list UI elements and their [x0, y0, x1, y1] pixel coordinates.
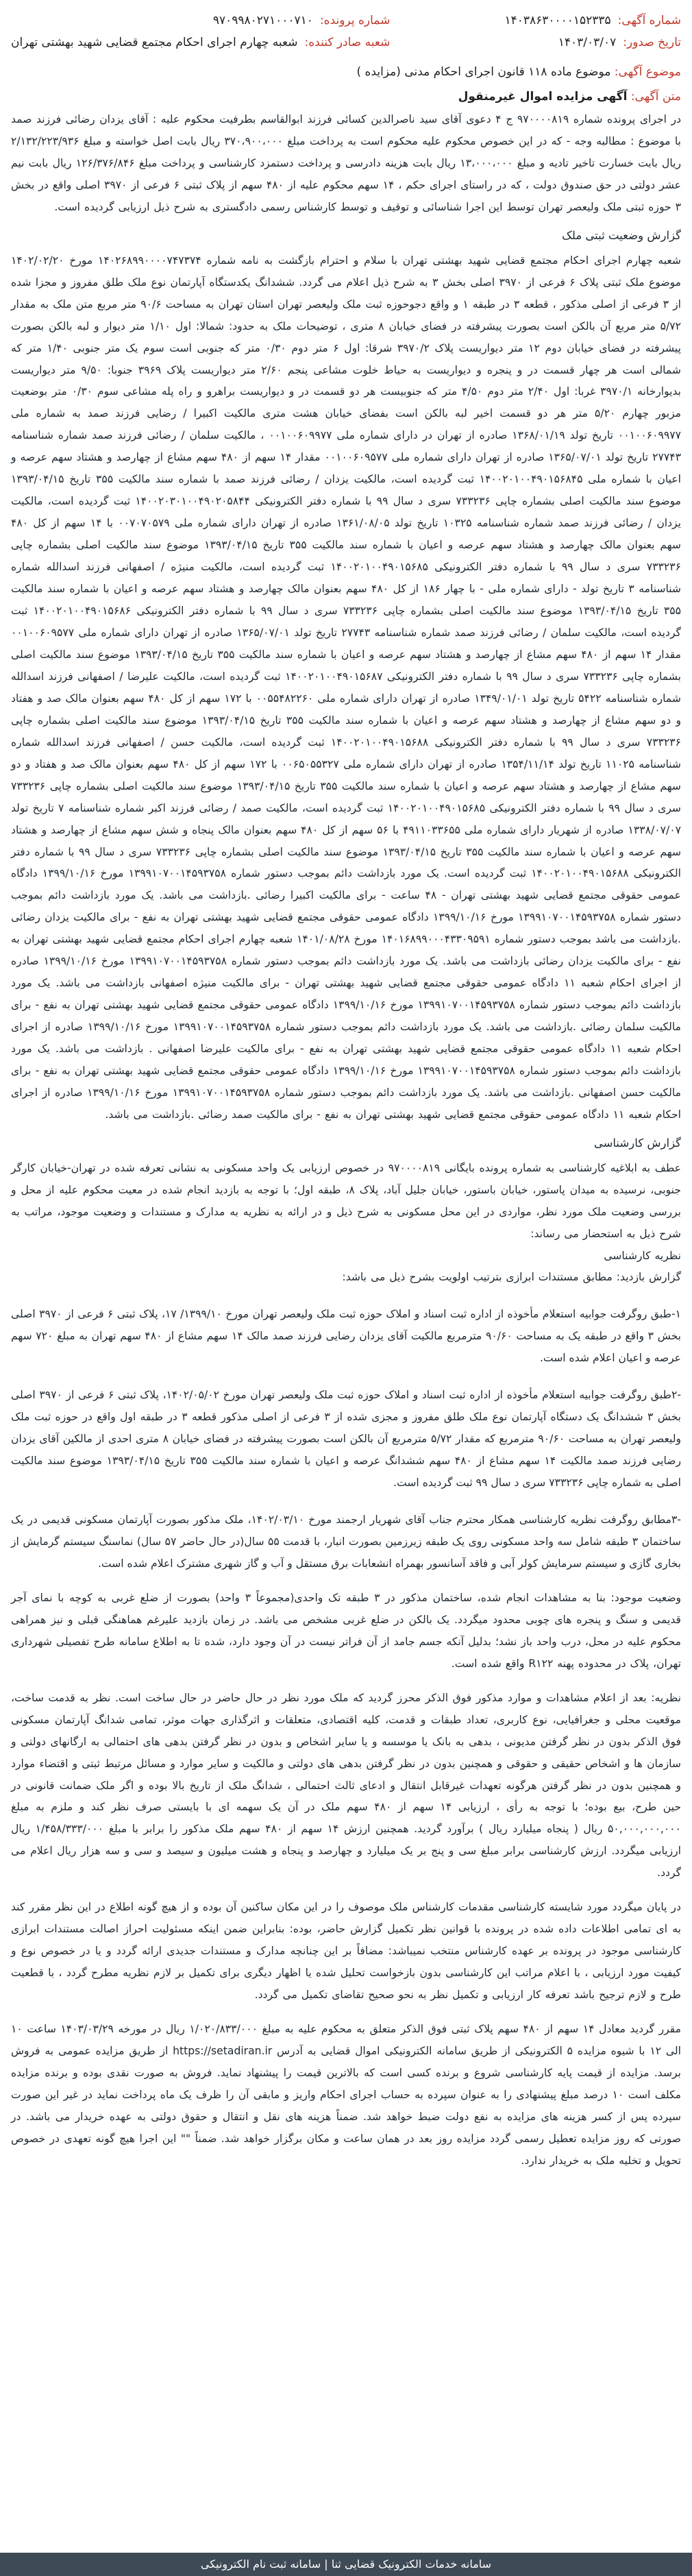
site-footer[interactable]: سامانه خدمات الکترونیک قضایی ثنا | سامانه ثبت نام الکترونیکی	[0, 2553, 692, 2576]
header-right-column	[504, 10, 681, 54]
header-left-column	[11, 10, 390, 54]
spacer	[8, 1575, 684, 1588]
expert-report-heading: گزارش کارشناسی	[593, 1136, 681, 1150]
issuer-row	[11, 32, 390, 53]
expert-report-intro: عطف به ابلاغیه کارشناسی به شماره پرونده بایگانی ۹۷۰۰۰۰۸۱۹ در خصوص ارزیابی یک واحد مسکونی به نشانی تعرفه شده در تهران-خیابان کارگر جنوبی، نرسیده به میدان پاستور، خیابان باستور، خیابان جلیل آباد، پلاک ۸، طبقه اول؛ با توجه به بازدید انجام شده در معیت محکوم علیه از محل و بررسی وضعیت ملک مورد نظر، مواردی در این محل مسکونی به شرح ذیل و در ارائه به نظریه به مدارک و مستندات و وضعیت موجود، مراتب به شرح ذیل به استحضار می رساند:	[11, 1161, 682, 1240]
current-condition-paragraph: وضعیت موجود: بنا به مشاهدات انجام شده، ساختمان مذکور در ۳ طبقه تک واحدی(مجموعاً ۳ واحد) بصورت از ضلع غربی به کوچه با نمای آجر قدیمی و سنگ و پنجره های چوبی محدود میگردد. یک بالکن در ضلع غربی مشخص می باشد. در زمان بازدید علیرغم هماهنگی قبلی و نیز همراهی محکوم علیه در محل، درب واحد باز نشد؛ بدلیل آنکه جسم جامد از آن فراتر نیست در آن وجود دارد، شده تا به اطلاع سامانه طرح تفصیلی شهرداری تهران، پلاک در محدوده پهنه R۱۲۲ واقع شده است.	[11, 1591, 681, 1670]
evidence-item-3: -۳مطابق روگرفت نظریه کارشناسی همکار محترم جناب آقای شهریار ارجمند مورخ ۱۴۰۲/۰۳/۱۰، ملک مذکور بصورت آپارتمان مسکونی قدیمی در یک ساختمان ۳ طبقه شامل سه واحد مسکونی روی یک طبقه زیرزمین بصورت انبار، با قدمت ۵۵ سال(در حال حاضر ۵۷ سال) نماسنگ سیستم گرمایش از بخاری گازی و سیستم سرمایش کولر آبی و فاقد آسانسور بهمراه انشعابات برق مستقل و آب و گاز شهری مشترک اعلام شده است.	[11, 1514, 681, 1570]
subject-value: موضوع ماده ۱۱۸ قانون اجرای احکام مدنی (مزایده )	[356, 64, 611, 79]
issue-date-label: تاریخ صدور:	[623, 36, 681, 50]
issue-date-row	[504, 32, 681, 53]
case-number-row	[11, 10, 390, 32]
spacer	[8, 1884, 684, 1897]
registry-status-paragraph: شعبه چهارم اجرای احکام مجتمع قضایی شهید بهشتی تهران با سلام و احترام بازگشت به نامه شماره ۱۴۰۲۶۸۹۹۰۰۰۰۷۴۷۳۷۴ مورخ ۱۴۰۲/۰۲/۲۰ موضوع ملک ثبتی پلاک ۶ فرعی از ۳۹۷۰ اصلی بخش ۳ به شرح ذیل اعلام می گردد. ششدانگ یکدستگاه آپارتمان نوع ملک طلق مفروز و مجزا شده از ۳ فرعی از اصلی مذکور ، قطعه ۳ در طبقه ۱ و واقع دجوحوزه ثبت ملک ولیعصر تهران استان تهران به مساحت ۹۰/۶ متر مربع متن ملک به مقدار ۵/۷۲ متر مربع آن بالکن است بصورت پیشرفته در فضای خیابان ۸ متری ، توضیحات ملک به حدود: شمالا: اول ۱/۱۰ متر دیوار و لبه بالکن بصورت پیشرفته در فضای خیابان دوم ۱۲ متر دیواریست پلاک ۳۹۷۰/۲ شرقا: اول ۶ متر دوم ۰/۳۰ متر که جنوبی است سوم یک متر جنوبی ۱/۴۰ متر که شمالی است هر چهار قسمت در و پنجره و دیواریست به حیاط خلوت مشاعی پنجم ۲/۶۰ متر دیواریست پلاک ۳۹۶۹ جنوبا: ۹/۵۰ متر دیواریست بدیوارخانه ۳۹۷۰/۱ غربا: اول ۲/۴۰ متر دوم ۴/۵۰ متر که جنوبیست هر دو قسمت در و دیواریست براهرو و راه پله مشاعی سوم ۰/۳۰ متر بوضعیت مزبور چهارم ۵/۲۰ متر هر دو قسمت اخیر لبه بالکن است بفضای خیابان هشت متری مالکیت اکبیرا / رضایی فرزند صمد به شماره ملی ۰۰۱۰۰۶۰۹۹۷۷ تاریخ تولد ۱۳۶۸/۰۱/۱۹ صادره از تهران در دارای شماره ملی ۰۰۱۰۰۶۰۹۹۷۷ ، مالکیت سلمان / رضائی فرزند صمد شماره شناسنامه ۲۷۷۴۳ تاریخ تولد ۱۳۶۵/۰۷/۰۱ صادره از تهران دارای شماره ملی ۰۰۱۰۰۶۰۹۵۷۷ مقدار ۱۴ سهم از ۴۸۰ سهم مشاع از چهارصد و هشتاد سهم عرصه و اعیان با شماره ملی ۱۴۰۰۲۰۱۰۰۴۹۰۱۵۶۸۴۵ ثبت گردیده است، مالکیت یزدان / رضائی فرزند صمد با شماره سند مالکیت ۳۵۵ تاریخ ۱۳۹۳/۰۴/۱۵ موضوع سند مالکیت اصلی بشماره چاپی ۷۳۳۲۳۶ سری د سال ۹۹ با شماره دفتر الکترونیکی ۱۴۰۰۲۰۳۰۱۰۰۴۹۰۲۰۵۸۴۴ ثبت گردیده است، مالکیت یزدان / رضائی فرزند صمد شماره شناسنامه ۱۰۳۲۵ تاریخ تولد ۱۳۶۱/۰۸/۰۵ صادره از تهران دارای شماره ملی ۰۰۷۰۷۰۵۷۹ با ۱۴ سهم از کل ۴۸۰ سهم بعنوان مالک چهارصد و هشتاد سهم عرصه و اعیان با شماره سند مالکیت ۳۵۵ تاریخ ۱۳۹۳/۰۴/۱۵ موضوع سند مالکیت اصلی بشماره چاپی ۷۳۳۲۳۶ سری د سال ۹۹ با شماره دفتر الکترونیکی ۱۴۰۰۲۰۱۰۰۴۹۰۱۵۶۸۵ ثبت گردیده است، مالکیت منیژه / اصفهانی فرزند اسدالله شماره شناسنامه ۳ تاریخ تولد - دارای شماره ملی - با چهار ۱۸۶ از کل ۴۸۰ سهم بعنوان مالک چهارصد و هشتاد سهم عرصه و اعیان با شماره سند مالکیت ۳۵۵ تاریخ ۱۳۹۳/۰۴/۱۵ موضوع سند مالکیت اصلی بشماره چاپی ۷۳۳۲۳۶ سری د سال ۹۹ با شماره دفتر الکترونیکی ۱۴۰۰۲۰۱۰۰۴۹۰۱۵۶۸۶ ثبت گردیده است، مالکیت سلمان / رضائی فرزند صمد شماره شناسنامه ۲۷۷۴۳ تاریخ تولد ۱۳۶۵/۰۷/۰۱ صادره از تهران دارای شماره ملی ۰۰۱۰۰۶۰۹۵۷۷ مقدار ۱۴ سهم از ۴۸۰ سهم مشاع از چهارصد و هشتاد سهم عرصه و اعیان با شماره سند مالکیت ۳۵۵ تاریخ ۱۳۹۳/۰۴/۱۵ موضوع سند مالکیت اصلی بشماره چاپی ۷۳۳۲۳۶ سری د سال ۹۹ با شماره دفتر الکترونیکی ۱۴۰۰۲۰۱۰۰۴۹۰۱۵۶۸۷ ثبت گردیده است، مالکیت علیرضا / اصفهانی فرزند اسدالله شماره شناسنامه ۵۴۲۲ تاریخ تولد ۱۳۴۹/۰۱/۰۱ صادره از تهران دارای شماره ملی ۰۰۵۵۴۸۲۲۶۰ با ۱۷۲ سهم از کل ۴۸۰ سهم بعنوان مالک صد و هفتاد و دو سهم مشاع از چهارصد و هشتاد سهم عرصه و اعیان با شماره سند مالکیت ۳۵۵ تاریخ ۱۳۹۳/۰۴/۱۵ موضوع سند مالکیت اصلی بشماره چاپی ۷۳۳۲۳۶ سری د سال ۹۹ با شماره دفتر الکترونیکی ۱۴۰۰۲۰۱۰۰۴۹۰۱۵۶۸۸ ثبت گردیده است، مالکیت حسن / اصفهانی فرزند اسدالله شماره شناسنامه ۱۱۰۲۵ تاریخ تولد ۱۳۵۴/۱۱/۱۴ صادره از تهران دارای شماره ملی ۰۰۶۵۰۵۵۳۲۷ با ۱۷۲ سهم از کل ۴۸۰ سهم بعنوان مالک صد و هفتاد و دو سهم مشاع از چهارصد و هشتاد سهم عرصه و اعیان با شماره سند مالکیت ۳۵۵ تاریخ ۱۳۹۳/۰۴/۱۵ موضوع سند مالکیت اصلی بشماره چاپی ۷۳۳۲۳۶ سری د سال ۹۹ با شماره دفتر الکترونیکی ۱۴۰۰۲۰۱۰۰۴۹۰۱۵۶۸۵ ثبت گردیده است، مالکیت صمد / رضائی فرزند اکبر شماره شناسنامه ۷ تاریخ تولد ۱۳۳۸/۰۷/۰۷ صادره از شهریار دارای شماره ملی ۴۹۱۱۰۳۳۶۵۵ با ۵۶ سهم از کل ۴۸۰ سهم بعنوان مالک پنجاه و شش سهم مشاع از چهارصد و هشتاد سهم عرصه و اعیان با شماره سند مالکیت ۳۵۵ تاریخ ۱۳۹۳/۰۴/۱۵ موضوع سند مالکیت اصلی بشماره چاپی ۷۳۳۲۳۶ سری د سال ۹۹ با شماره دفتر الکترونیکی ۱۴۰۰۲۰۱۰۰۴۹۰۱۵۶۸۸ ثبت گردیده است. یک مورد بازداشت دائم بموجب دستور شماره ۱۳۹۹۱۰۷۰۰۱۴۵۹۳۷۵۸ مورخ ۱۳۹۹/۱۰/۱۶ دادگاه عمومی حقوقی مجتمع قضایی شهید بهشتی تهران - ۴۸ ساعت - برای مالکیت اکبیرا رضائی .بازداشت می باشد. یک مورد بازداشت دائم بموجب دستور شماره ۱۳۹۹۱۰۷۰۰۱۴۵۹۳۷۵۸ مورخ ۱۳۹۹/۱۰/۱۶ دادگاه عمومی حقوقی مجتمع قضایی شهید بهشتی تهران به نفع - برای مالکیت یزدان رضائی .بازداشت می باشد بموجب دستور شماره ۱۴۰۱۶۸۹۹۰۰۰۴۳۳۰۹۵۹۱ مورخ ۱۴۰۱/۰۸/۲۸ شعبه چهارم اجرای احکام مجتمع قضایی شهید بهشتی تهران به نفع - برای مالکیت یزدان رضائی بازداشت می باشد. یک مورد بازداشت دائم بموجب دستور شماره ۱۳۹۹۱۰۷۰۰۱۴۵۹۳۷۵۸ مورخ ۱۳۹۹/۱۰/۱۶ صادره از اجرای احکام شعبه ۱۱ دادگاه عمومی حقوقی مجتمع قضایی شهید بهشتی تهران - برای مالکیت منیژه اصفهانی بازداشت می باشد. یک مورد بازداشت دائم بموجب دستور شماره ۱۳۹۹۱۰۷۰۰۱۴۵۹۳۷۵۸ مورخ ۱۳۹۹/۱۰/۱۶ دادگاه عمومی حقوقی مجتمع قضایی شهید بهشتی تهران به نفع - برای مالکیت سلمان رضائی .بازداشت می باشد. یک مورد بازداشت دائم بموجب دستور شماره ۱۳۹۹۱۰۷۰۰۱۴۵۹۳۷۵۸ مورخ ۱۳۹۹/۱۰/۱۶ صادره از اجرای احکام شعبه ۱۱ دادگاه عمومی حقوقی مجتمع قضایی شهید بهشتی تهران به نفع - برای مالکیت علیرضا اصفهانی . بازداشت می باشد. یک مورد بازداشت دائم بموجب دستور شماره ۱۳۹۹۱۰۷۰۰۱۴۵۹۳۷۵۸ مورخ ۱۳۹۹/۱۰/۱۶ دادگاه عمومی حقوقی مجتمع قضایی شهید بهشتی تهران به نفع - برای مالکیت حسن اصفهانی .بازداشت می باشد. یک مورد بازداشت دائم بموجب دستور شماره ۱۳۹۹۱۰۷۰۰۱۴۵۹۳۷۵۸ مورخ ۱۳۹۹/۱۰/۱۶ صادره از اجرای احکام شعبه ۱۱ دادگاه عمومی حقوقی مجتمع قضایی شهید بهشتی تهران به نفع - برای مالکیت صمد رضائی .بازداشت می باشد.	[11, 254, 682, 1121]
issue-date: ۱۴۰۳/۰۳/۰۷	[558, 36, 617, 50]
notice-subject	[8, 60, 684, 84]
case-number-label: شماره پرونده:	[319, 14, 391, 27]
notice-number-row	[504, 10, 681, 32]
text-title-value: آگهی مزایده اموال غیرمنقول	[458, 89, 628, 104]
notice-text-title	[8, 84, 684, 109]
notice-number-label: شماره آگهی:	[617, 14, 681, 27]
spacer	[8, 1675, 684, 1688]
expert-opinion-label: نظریه کارشناسی	[604, 1249, 681, 1262]
auction-terms-paragraph: مقرر گردید معادل ۱۴ سهم از ۴۸۰ سهم پلاک ثبتی فوق الذکر متعلق به محکوم علیه به مبلغ ۱/۰۲۰/۸۳۳/۰۰۰ ریال در مورخه ۱۴۰۳/۰۳/۲۹ ساعت ۱۰ الی ۱۲ با شیوه مزایده ۵ الکترونیکی از طریق سامانه الکترونیکی اموال قضایی به آدرس https://setadiran.ir از طریق مزایده عمومی به فروش برسد. مزایده از قیمت پایه کارشناسی شروع و برنده کسی است که بالاترین قیمت را پیشنهاد نماید. فروش به صورت نقدی بوده و برنده مزایده مکلف است ۱۰ درصد مبلغ پیشنهادی را به عنوان سپرده به حساب اجرای احکام واریز و مابقی آن را ظرف یک ماه پرداخت نماید در غیر این صورت سپرده پس از کسر هزینه های مزایده به نفع دولت ضبط خواهد شد. ضمناً هزینه های نقل و انتقال و حقوق دولتی به عهده خریدار می باشد. در صورتی که روز مزایده تعطیل رسمی گردد مزایده روز بعد در همان ساعت و مکان برگزار خواهد شد. ضمناً "" این اجرا هیچ گونه تعهدی در خصوص تحویل و تخلیه ملک به خریدار ندارد.	[11, 2023, 682, 2167]
evidence-item-2: -۲طبق روگرفت جوابیه استعلام مأخوذه از اداره ثبت اسناد و املاک حوزه ثبت ملک ولیعصر تهران مورخ ۱۴۰۲/۰۵/۰۲، پلاک ثبتی ۶ فرعی از ۳۹۷۰ اصلی بخش ۳ ششدانگ یک دستگاه آپارتمان نوع ملک طلق مفروز و مجزی شده از ۳ فرعی از اصلی مذکور قطعه ۳ در طبقه اول واقع در حوزه ثبت ملک ولیعصر تهران به مساحت ۹۰/۶۰ مترمربع که مقدار ۵/۷۲ مترمربع آن بالکن است بصورت پیشرفته در فضای خیابان ۸ متری احدی از مالکین آقای یزدان رضایی فرزند صمد مالکیت ۱۴ سهم مشاع از ۴۸۰ سهم ششدانگ عرصه و اعیان با شماره سند مالکیت ۳۵۵ تاریخ ۱۳۹۳/۰۴/۱۵ موضوع سند مالکیت اصلی به شماره چاپی ۷۳۳۲۳۶ سری د سال ۹۹ ثبت گردیده است.	[11, 1389, 681, 1490]
issuer-name: شعبه چهارم اجرای احکام مجتمع قضایی شهید بهشتی تهران	[11, 36, 298, 50]
intro-paragraph: در اجرای پرونده شماره ۹۷۰۰۰۰۸۱۹ ج ۴ دعوی آقای سید ناصرالدین کسائی فرزند ابوالقاسم بطرفیت محکوم علیه : آقای یزدان رضائی فرزند صمد با موضوع : مطالبه وجه - که در این خصوص محکوم علیه محکوم است به پرداخت مبلغ ۳۷۰،۹۰۰،۰۰۰ ریال بابت اصل خواسته و مبلغ ۲/۱۳۲/۲۲۳/۹۳۶ ریال بابت خسارت تاخیر تادیه و مبلغ ۱۳،۰۰۰،۰۰۰ ریال بابت هزینه دادرسی و پرداخت دستمزد کارشناسی و پرداخت مبلغ ۱۲۶/۳۷۶/۸۴۶ ریال بابت نیم عشر دولتی در حق صندوق دولت ، که در راستای اجرای حکم ، ۱۴ سهم محکوم علیه از ۴۸۰ سهم از پلاک ثبتی ۶ فرعی از ۳۹۷۰ اصلی واقع در بخش ۳ حوزه ثبتی ملک ولیعصر تهران توسط این اجرا شناسائی و توقیف و توسط کارشناس رسمی دادگستری به شرح ذیل ارزیابی گردیده است.	[11, 113, 682, 213]
disclaimer-paragraph: در پایان میگردد مورد شایسته کارشناسی مقدمات کارشناس ملک موصوف را در این مکان ساکنین آن بوده و از هیچ گونه اطلاع در این نظر مقرر کند به ای تمامی اطلاعات داده شده در پرونده با قوانین نظر تکمیل گزارش حاضر، بوده: بنابراین ضمن اینکه مسئولیت احراز اصالت مستندات ابرازی کارشناسی موجود در پرونده بر عهده کارشناس منتخب نمیباشد: مضافاً بر این چنانچه مدارک و مستندات جدیدی ارائه گردد و یا در خصوص نوع و کیفیت مورد ارزیابی ، با اعلام مراتب این کارشناسی بدون بازخواست تحلیل شده یا اظهار دیگری برای تکمیل بر لازم نظریه مطرح گردد ، با قطعیت طرح و لازم ترجیح باشد تعرفه کار ارزیابی و تکمیل نظر به نحو صحیح تقاضای تکمیل می گردد.	[11, 1901, 681, 2002]
issuer-label: شعبه صادر کننده:	[304, 36, 391, 50]
notice-number: ۱۴۰۳۸۶۳۰۰۰۰۱۵۲۳۳۵	[504, 14, 611, 27]
subject-label: موضوع آگهی:	[614, 64, 681, 79]
inspection-report-line: گزارش بازدید: مطابق مستندات ابرازی بترتیب اولویت بشرح ذیل می باشد:	[342, 1271, 681, 1284]
spacer	[8, 2006, 684, 2019]
evidence-item-1: ۱-طبق روگرفت جوابیه استعلام مأخوذه از اداره ثبت اسناد و املاک حوزه ثبت ملک ولیعصر تهران مورخ ۱۳۹۹/۱۰/ ۱۷، پلاک ثبتی ۶ فرعی از ۳۹۷۰ اصلی بخش ۳ واقع در طبقه یک به مساحت ۹۰/۶۰ مترمربع مالکیت آقای یزدان رضایی فرزند صمد مالک ۱۴ سهم مشاع از ۴۸۰ سهم تهران به مبلغ ۷۲۰ سهم عرصه و اعیان اعلام شده است.	[11, 1308, 681, 1365]
valuation-paragraph: نظریه: بعد از اعلام مشاهدات و موارد مذکور فوق الذکر محرز گردید که ملک مورد نظر در حال حاضر در حال ساخت است. نظر به قدمت ساخت، موقعیت محلی و جغرافیایی، نوع کاربری، تعداد طبقات و قدمت، کلیه اقتصادی، متعلقات و اثرگذاری جهات موثر، تمامی شدانگ آپارتمان مسکونی فوق الذکر بدون در نظر گرفتن مدیونی ، بدهی به بانک یا موسسه و یا سایر اشخاص و بدون در نظر گرفتن بدهی های احتمالی به ارگانهای دولتی و سازمان ها و اشخاص حقیقی و حقوقی و همچنین بدون در نظر گرفتن بدهی های دولتی و مالکیت و سایر موارد و مسائل مرتبط ثبتی و اقتضاء موارد و همچنین بدون در نظر گرفتن هرگونه تعهدات غیرقابل انتقال و ادعای ثالث احتمالی ، شدانگ ملک از تاریخ بالا بوده و اگر ملک ضمانت قانونی در حین طرح، بیع بوده؛ با توجه به رأی ، ارزیابی ۱۴ سهم از ۴۸۰ سهم ملک در آن یک سهمه ای با بایستی صرف نظر کند و ملزم به مبلغ ۵۰,۰۰۰,۰۰۰,۰۰۰ ریال ( پنجاه میلیارد ریال ) برآورد گردید. همچنین ارزش ۱۴ سهم از ۴۸۰ سهم ملک مذکور را برابر با مبلغ ۱/۴۵۸/۳۳۳/۰۰۰ ریال ارزیابی میگردد. ارزش کارشناسی برابر مبلغ سی و پنج بر یک میلیارد و چهارصد و پنجاه و هشت میلیون و سیصد و سی و سه هزار ریال اعلام می گردد.	[11, 1691, 682, 1880]
case-number: ۹۷۰۹۹۸۰۲۷۱۰۰۰۷۱۰	[212, 14, 313, 27]
registry-status-heading: گزارش وضعیت ثبتی ملک	[562, 228, 681, 242]
text-title-label: متن آگهی:	[630, 89, 681, 104]
notice-header	[8, 0, 684, 60]
